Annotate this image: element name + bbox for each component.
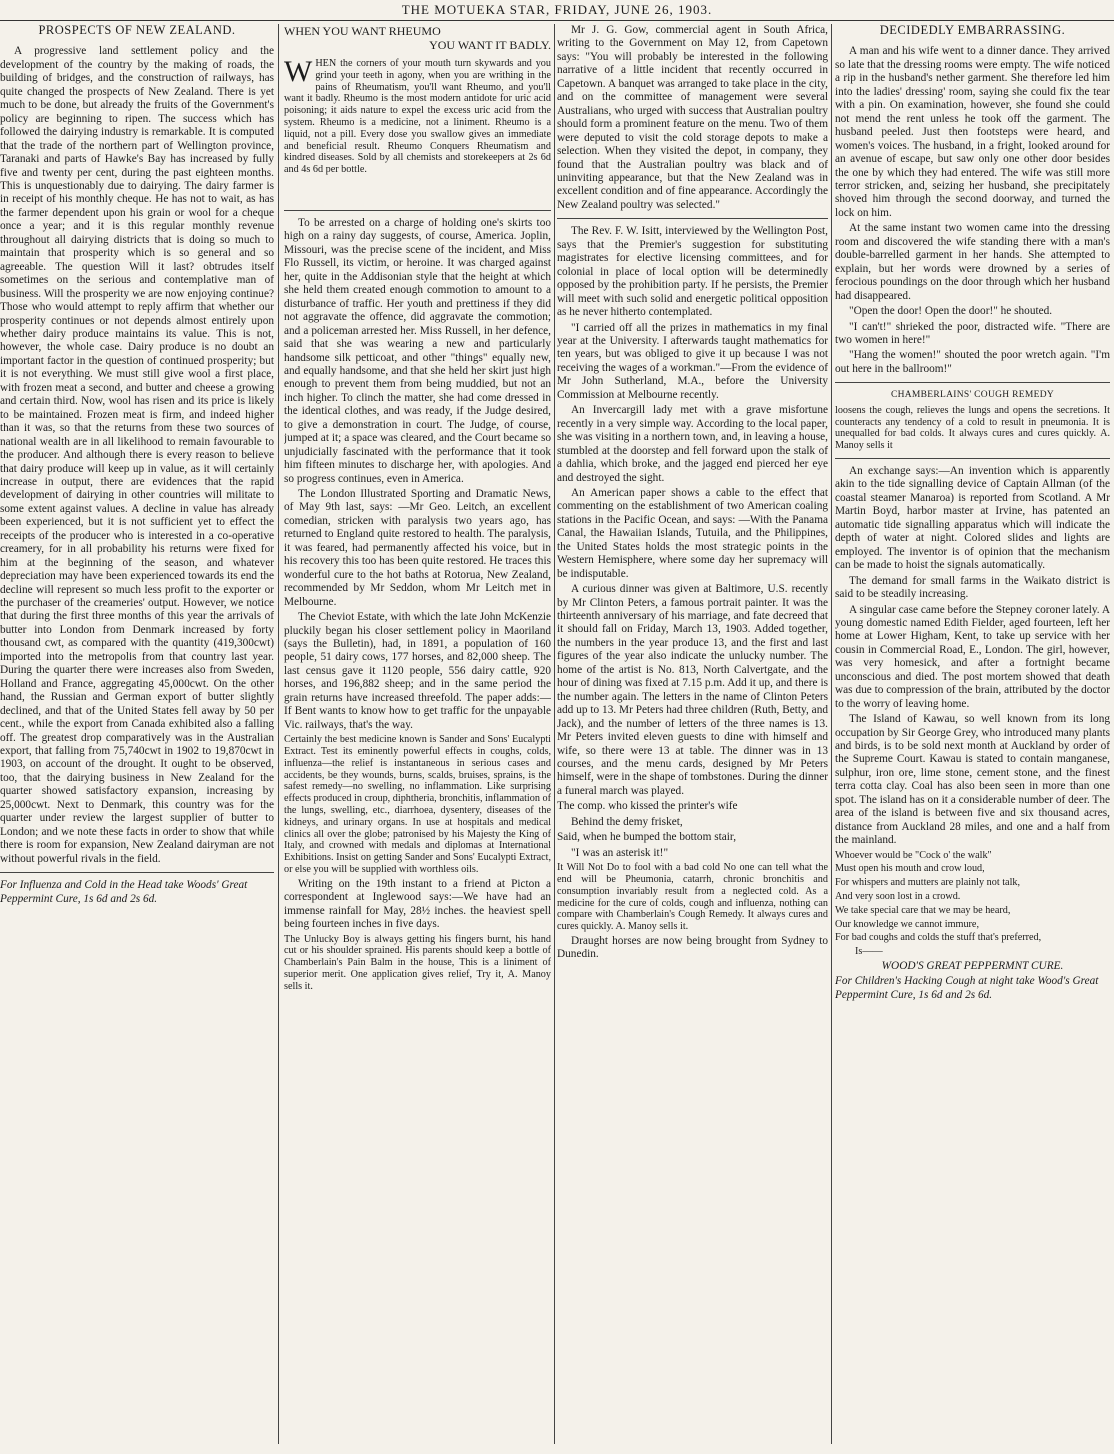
article-body: The London Illustrated Sporting and Dramatic News, of May 9th last, says: —Mr Geo. Leitch, an excellent comedian, stricken with paralysis two years ago, has returned to England quite restored to health. The paralysis, it was feared, had permanently affected his voice, but in his recovery this too has been quite restored. He traces this wonderful cure to the hot baths at Rotorua, New Zealand, recommended by Mr Seddon, whom Mr Leitch met in Melbourne. xyxy=(284,488,551,608)
article-heading: PROSPECTS OF NEW ZEALAND. xyxy=(38,24,236,37)
article-body: An American paper shows a cable to the effect that commenting on the establishment of two American coaling stations in the Pacific Ocean, and says: —With the Panama Canal, the Hawaiian Islands, Tutuila, and the Philippines, the United States holds the most strategic points in the Western Hemisphere, where some day her supremacy will be indisputable. xyxy=(557,486,828,580)
article-body: A singular case came before the Stepney coroner lately. A young domestic named Edith Fielder, aged fourteen, left her home at Lower Higham, Kent, to take up service with her cousin in Commercial Road, E., London. The girl, however, was very homesick, and after a fortnight became unconscious and died. The post mortem showed that death was due to compression of the brain, attributed by the doctor to the worry of leaving home. xyxy=(835,603,1110,710)
article-body: The demand for small farms in the Waikato district is said to be steadily increasing. xyxy=(835,574,1110,601)
column-rule xyxy=(554,24,555,1444)
advertisement xyxy=(284,55,551,176)
divider xyxy=(0,872,274,873)
drop-cap: W xyxy=(284,55,313,88)
heading-line: WHEN YOU WANT RHEUMO xyxy=(284,24,441,38)
article-body: An Invercargill lady met with a grave misfortune recently in a very simple way. According to the local paper, she was visiting in a northern town, and, in leaving a house, stumbled at the doorstep and fell forward upon the stalk of a dahlia, which broke, and the jagged end pierced her eye and destroyed the sight. xyxy=(557,404,828,484)
divider xyxy=(835,458,1110,459)
product-name: WOOD'S GREAT PEPPERMNT CURE. xyxy=(881,960,1064,973)
article-body: A man and his wife went to a dinner dance. They arrived so late that the dressing rooms were empty. The wife noticed a rip in the husband's nether garment. She therefore led him into the ladies' dressing' room, saying she could fix the tear with a pin. On examination, however, she found she could not mend the rent unless he took off the garment. The husband peeled. Just then footsteps were heard, and women's voices. The husband, in a fright, looked around for an avenue of escape, but saw only one other door besides the one by which they had entered. The wife was still more terror stricken, and, seizing her husband, she precipitately shoved him through the second doorway, and turned the lock on him. xyxy=(835,45,1110,219)
divider xyxy=(835,382,1110,383)
divider xyxy=(284,210,551,211)
column-rule xyxy=(278,24,279,1444)
heading-line: YOU WANT IT BADLY. xyxy=(429,38,551,52)
article-body: A progressive land settlement policy and the development of the country by the making of roads, the building of bridges, and the construction of railways, has quite changed the prospects of New Zealand. There is yet much to be done, but already the fruits of the Government's policy are beginning to ripen. The success which has followed the dairying industry is remarkable. It is computed that the trade of the northern part of Wellington province, Taranaki and parts of Hawke's Bay has increased by fully five and twenty per cent, during the past eighteen months. This is unquestionably due to dairying. The dairy farmer is in receipt of his monthly cheque. He has not to wait, as has the farmer dependent upon his grain or wool for a cheque once a year; and it is this regular monthly revenue throughout all dairying districts that is doing so much to maintain that prosperity which is so general and so agreeable. The question Will it last? obtrudes itself sometimes on the serious and contemplative man of business. Will the prosperity we are now enjoying continue? Those who would attempt to reply affirm that whether our prosperity continues or not depends almost entirely upon whether dairy produce maintains its value. This is not, however, the whole case. Dairy produce is no doubt an important factor in the question of continued prosperity; but it is not everything. We must still give wool a first place, with frozen meat a second, and butter and cheese a growing and certain third. Now, wool has risen and its price is likely to be maintained. Frozen meat is firm, and indeed higher than it was, so that the returns from these two sources of national wealth are in all likelihood to remain favourable to the producer. And although there is every reason to believe that dairy produce will keep up in value, as it will certainly increase in output, there are evidences that the rapid development of dairying in other countries will militate to some extent against values. A decline in value has already been experienced, but it is not sufficient yet to effect the receipts of the producer who is interested in a co-operative creamery, for in all probability his returns were fixed for him at the beginning of the season, and whatever depreciation may have been experienced towards its end the decline will represent so much less profit to the exporter or the purchaser of the creameries' output. However, we notice that during the first three months of this year the arrivals of butter into London from Denmark increased by forty thousand cwt, as compared with the quantity (419,300cwt) imported into the metropolis from that country last year. During the quarter there were increases also from Sweden, Holland and France, aggregating 45,000cwt. On the other hand, the Russian and German export of butter slightly declined, and that of the United States fell away by 50 per cent., while the export from Canada exhibited also a falling off. The greatest drop comparatively was in the Australian export, that falling from 75,740cwt in 1902 to 19,870cwt in 1903, on account of the drought. It ought to be observed, too, that the dairying business in New Zealand for the quarter showed satisfactory expansion, increasing by 25,000cwt. Next to Denmark, this country was for the quarter under review the largest supplier of butter to London; and we note these facts in order to show that while there is room for expansion, New Zealand dairyman are not without powerful rivals in the field. xyxy=(0,45,274,865)
masthead: THE MOTUEKA STAR, FRIDAY, JUNE 26, 1903. xyxy=(0,2,1114,21)
article-body: At the same instant two women came into the dressing room and discovered the wife standing there with a man's double-barrelled garment in her hands. She attempted to explain, but her words were drowned by a series of ferocious poundings on the door through which her husband had disappeared. xyxy=(835,222,1110,302)
verse-line: For whispers and mutters are plainly not talk, xyxy=(835,877,1021,889)
verse-line: Is—— xyxy=(855,946,883,958)
column-1 xyxy=(0,24,274,1444)
article-heading: DECIDEDLY EMBARRASSING. xyxy=(879,24,1066,37)
article-body: Draught horses are now being brought from Sydney to Dunedin. xyxy=(557,934,828,961)
article-body: The Cheviot Estate, with which the late John McKenzie pluckily began his closer settlement policy in Maoriland (says the Bulletin), had, in 1891, a population of 160 people, 51 dairy cows, 177 horses, and 82,000 sheep. The last census gave it 1120 people, 556 dairy cattle, 920 horses, and 196,882 sheep; and in the same period the grain returns have increased threefold. The paper adds:—If Bent wants to know how to get traffic for the unpayable Vic. railways, that's the way. xyxy=(284,611,551,731)
verse-line: The comp. who kissed the printer's wife xyxy=(557,800,738,813)
article-body: A curious dinner was given at Baltimore, U.S. recently by Mr Clinton Peters, a famous portrait painter. It was the thirteenth anniversary of his marriage, and fate decreed that it should fall on Friday, March 13, 1903. Added together, the numbers in the year produce 13, and the first and last figures of the year also indicate the unlucky number. The home of the artist is No. 813, North Calvertgate, and the hour of dining was fixed at 7.15 p.m. Add it up, and there is the number again. The letters in the name of Clinton Peters add up to 13. Mr Peters had three children (Ruth, Betty, and Jack), and the number of letters of the three names is 13. Mr Peters invited eleven guests to dine with himself and wife, so there were 13 at table. The dinner was in 13 courses, and the menu cards, designed by Mr Peters himself, were in the shape of tombstones. During the dinner a funeral march was played. xyxy=(557,583,828,797)
article-body: "I can't!" shrieked the poor, distracted wife. "There are two women in here!" xyxy=(835,320,1110,346)
verse-line: We take special care that we may be heard, xyxy=(835,904,1011,916)
column-4 xyxy=(835,24,1110,1444)
article-body: Writing on the 19th instant to a friend at Picton a correspondent at Inglewood says:—We have had an immense rainfall for May, 28½ inches. the heaviest spell being fourteen inches in five days. xyxy=(284,877,551,931)
article-body: An exchange says:—An invention which is apparently akin to the tide signalling device of Captain Allman (of the coastal steamer Manaroa) is reported from Scotland. A Mr Martin Boyd, harbor master at Irvine, has patented an automatic tide signalling apparatus which will indicate the depth of water at night. Colored slides and lights are employed. The inventor is of opinion that the mechanism can be made to hoist the signals automatically. xyxy=(835,464,1110,572)
column-2 xyxy=(284,24,551,1444)
verse-line: Behind the demy frisket, xyxy=(571,815,683,828)
article-body: The Rev. F. W. Isitt, interviewed by the Wellington Post, says that the Premier's suggestion for substituting magistrates for elective licensing committees, and for colonial in place of local option will be determinedly opposed by the prohibition party. If he persists, the Premier will meet with such solid and energetic political opposition as he never hitherto contemplated. xyxy=(557,225,828,319)
article-body: Mr J. G. Gow, commercial agent in South Africa, writing to the Government on May 12, from Capetown says: "You will probably be interested in the following narrative of a little incident that recently occurred in Capetown. A banquet was arranged to take place in the city, and on the committee of management were several Australians, who urged with success that Australian poultry should form a prominent feature on the menu. Two of them were deputed to visit the cold storage depots to make a selection. When they visited the depot, in company, they found that the Australian poultry was black and of uninviting appearance, but that the New Zealand was in excellent condition and of fine appearance. Accordingly the New Zealand poultry was selected." xyxy=(557,24,828,211)
advertisement: loosens the cough, relieves the lungs and opens the secretions. It counteracts any tendency of a cold to result in pneumonia. It is unequalled for bad colds. It always cures and cures quickly. A. Manoy sells it xyxy=(835,404,1110,452)
article-body: "Open the door! Open the door!" he shouted. xyxy=(849,305,1053,318)
advertisement: Certainly the best medicine known is Sander and Sons' Eucalypti Extract. Test its eminently powerful effects in coughs, colds, influenza—the relief is instantaneous in serious cases and accidents, be they wounds, burns, scalds, bruises, sprains, is the safest remedy—no swelling, no inflammation. Like surprising effects produced in croup, diphtheria, bronchitis, inflammation of the lungs, swelling, etc., diarrhoea, dysentery, diseases of the kidneys, and urinary organs. In use at hospitals and medical clinics all over the globe; patronised by his Majesty the King of Italy, and crowned with medals and diplomas at International Exhibitions. Insist on getting Sander and Sons' Eucalypti Extract, or else you will be supplied with worthless oils. xyxy=(284,734,551,875)
article-body: "I carried off all the prizes in mathematics in my final year at the University. I afterwards taught mathematics for ten years, but was obliged to give it up because I was not receiving the wages of a workman."—From the evidence of Mr John Sutherland, M.A., before the University Commission at Melbourne recently. xyxy=(557,321,828,401)
verse-line: Our knowledge we cannot immure, xyxy=(835,918,979,930)
article-body: The Island of Kawau, so well known from its long occupation by Sir George Grey, who introduced many plants and birds, is to be sold next month at Auckland by order of the Supreme Court. Kawau is stated to contain manganese, sulphur, iron ore, lime stone, cement stone, and the finest terra cotta clay. Coal has also been seen in more than one spot. The island has on it a considerable number of deer. The area of the island is between five and six thousand acres, distance from Auckland 28 miles, and one and a half from the mainland. xyxy=(835,713,1110,847)
divider xyxy=(557,218,828,219)
advertisement: For Children's Hacking Cough at night take Wood's Great Peppermint Cure, 1s 6d and 2s 6d. xyxy=(835,975,1099,1001)
column-rule xyxy=(831,24,832,1444)
article-heading xyxy=(284,24,551,52)
advertisement-heading: CHAMBERLAINS' COUGH REMEDY xyxy=(890,390,1055,401)
advertisement-text: HEN the corners of your mouth turn skywards and you grind your teeth in agony, when you are writhing in the pains of Rheumatism, you'll want Rheumo, and you'll want it badly. Rheumo is the most modern antidote for uric acid poisoning; it aids nature to expel the excess uric acid from the system. Rheumo is a medicine, not a liniment. Rheumo is a liquid, not a pill. Every dose you swallow gives an immediate and beneficial result. Rheumo Conquers Rheumatism and kindred diseases. Sold by all chemists and storekeepers at 2s 6d and 4s 6d per bottle. xyxy=(284,58,551,176)
column-3 xyxy=(557,24,828,1444)
advertisement: For Influenza and Cold in the Head take Woods' Great Peppermint Cure, 1s 6d and 2s 6d. xyxy=(0,879,248,905)
verse-line: "I was an asterisk it!" xyxy=(571,846,669,859)
verse-line: Said, when he bumped the bottom stair, xyxy=(557,831,737,844)
verse-line: And very soon lost in a crowd. xyxy=(835,891,961,903)
verse-line: Must open his mouth and crow loud, xyxy=(835,863,985,875)
article-body: To be arrested on a charge of holding one's skirts too high on a rainy day suggests, of course, America. Joplin, Missouri, was the precise scene of the incident, and Miss Flo Russell, its victim, or heroine. It was charged against her, quite in the Addisonian style that the height at which she held them created enough commotion to amount to a disturbance of traffic. Her youth and prettiness if they did not aggravate the offence, did aggravate the commotion; and a policeman arrested her. Miss Russell, in her defence, said that she was wearing a new and particularly handsome silk petticoat, and other "things" equally new, and equally handsome, and that she held her skirt just high enough to prevent them from being muddied, but not an inch higher. To clinch the matter, she had come dressed in the identical clothes, and was ready, if the Judge desired, to give a demonstration in court. The Judge, of course, jumped at it; a space was cleared, and the Court became so unjudicially fascinated with the performance that it took him fifteen minutes to discharge her, with apologies. And so progress continues, even in America. xyxy=(284,216,551,485)
verse-line: Whoever would be "Cock o' the walk" xyxy=(835,849,992,861)
verse-line: For bad coughs and colds the stuff that's preferred, xyxy=(835,932,1042,944)
article-body: "Hang the women!" shouted the poor wretch again. "I'm out here in the ballroom!" xyxy=(835,349,1110,375)
advertisement: It Will Not Do to fool with a bad cold No one can tell what the end will be Pheumonia, catarrh, chronic bronchitis and consumption invariably result from a neglected cold. As a medicine for the cure of colds, cough and influenza, nothing can compare with Chamberlain's Cough Remedy. It always cures and cures quickly. A. Manoy sells it. xyxy=(557,862,828,933)
advertisement: The Unlucky Boy is always getting his fingers burnt, his hand cut or his shoulder sprained. His parents should keep a bottle of Chamberlain's Pain Balm in the house, This is a liniment of superior merit. One application gives relief, Try it, A. Manoy sells it. xyxy=(284,933,551,992)
